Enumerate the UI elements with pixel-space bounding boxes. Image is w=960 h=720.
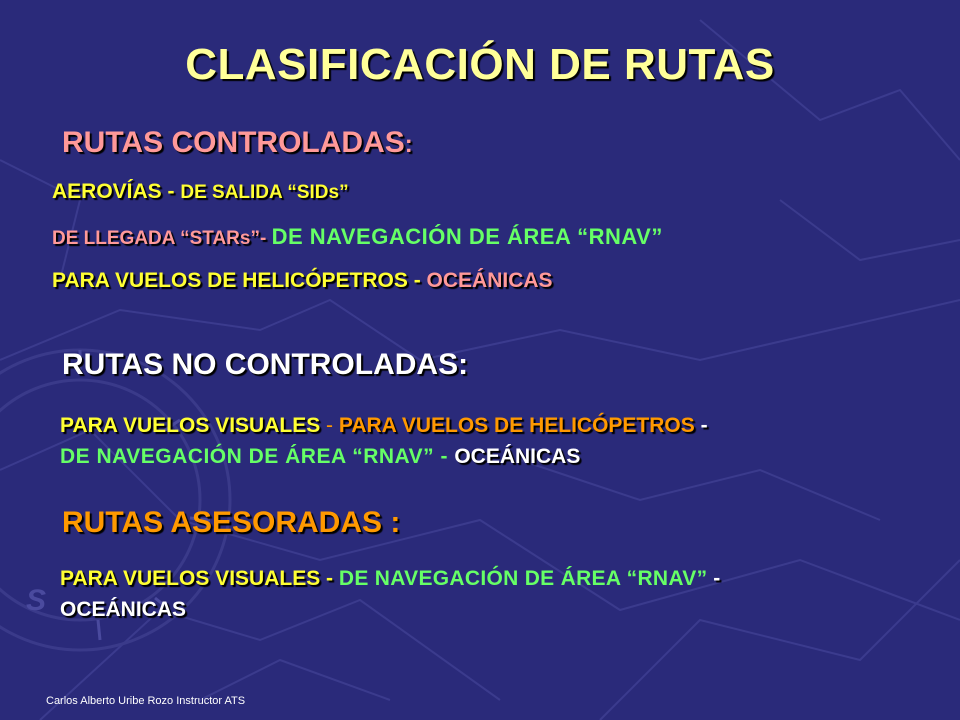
rnav-text: DE NAVEGACIÓN DE ÁREA “RNAV”: [271, 224, 663, 249]
oceanicas-text: OCEÁNICAS: [426, 269, 553, 292]
aerovias-text: AEROVÍAS -: [52, 180, 181, 203]
separator-text: -: [320, 414, 339, 437]
oceanicas-text: OCEÁNICAS: [454, 445, 581, 468]
slide-title: CLASIFICACIÓN DE RUTAS: [185, 40, 775, 89]
vuelos-visuales-text: PARA VUELOS VISUALES -: [60, 567, 339, 590]
rnav-text: DE NAVEGACIÓN DE ÁREA “RNAV”: [338, 567, 708, 590]
asesoradas-line-2: OCEÁNICAS: [60, 598, 187, 621]
heading-rutas-asesoradas: RUTAS ASESORADAS :: [62, 506, 401, 539]
heading-rutas-no-controladas: RUTAS NO CONTROLADAS:: [62, 348, 469, 381]
vuelos-visuales-text: PARA VUELOS VISUALES: [60, 414, 321, 437]
rnav-text: DE NAVEGACIÓN DE ÁREA “RNAV” -: [60, 445, 455, 468]
helicopteros-text: PARA VUELOS DE HELICÓPETROS: [338, 414, 695, 437]
helicopteros-text: PARA VUELOS DE HELICÓPETROS -: [52, 269, 427, 292]
heading-text: RUTAS CONTROLADAS: [62, 126, 405, 159]
trailing-dash: -: [707, 567, 721, 590]
de-llegada-text: DE LLEGADA “STARs”-: [52, 228, 272, 249]
de-salida-text: DE SALIDA “SIDs”: [180, 182, 349, 203]
no-controladas-line-2: [60, 445, 580, 469]
watermark-letter: S: [26, 584, 47, 617]
heading-rutas-controladas: [62, 126, 413, 160]
controladas-line-3: [52, 269, 553, 293]
trailing-dash: -: [694, 414, 708, 437]
controladas-line-2: [52, 224, 663, 250]
no-controladas-line-1: [60, 414, 708, 438]
heading-colon: :: [404, 131, 413, 158]
controladas-line-1: [52, 180, 349, 204]
footer-author: Carlos Alberto Uribe Rozo Instructor ATS: [46, 695, 246, 707]
asesoradas-line-1: [60, 567, 720, 591]
